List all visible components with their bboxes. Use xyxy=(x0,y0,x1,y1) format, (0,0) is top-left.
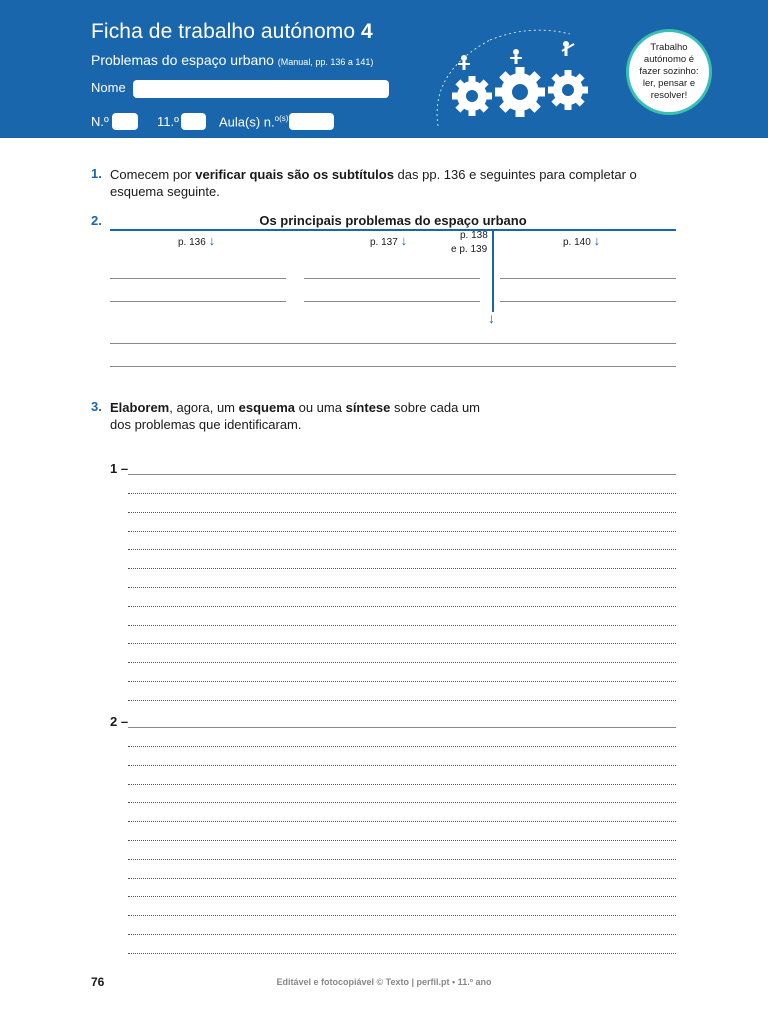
diagram-title: Os principais problemas do espaço urbano xyxy=(259,213,527,228)
dotted-answer-line[interactable] xyxy=(128,700,676,701)
lessons-field[interactable] xyxy=(289,113,334,130)
footer-credit: Editável e fotocopiável © Texto | perfil.pt • 11.º ano xyxy=(276,977,492,987)
page-137-label: p. 137 ↓ xyxy=(370,233,408,248)
answer-line[interactable] xyxy=(110,343,676,344)
answer-1-heading-line[interactable] xyxy=(128,474,676,475)
arrow-down-icon: ↓ xyxy=(208,233,216,248)
dotted-answer-line[interactable] xyxy=(128,549,676,550)
dotted-answer-line[interactable] xyxy=(128,746,676,747)
question-3-text: Elaborem, agora, um esquema ou uma síntese sobre cada um dos problemas que identificaram. xyxy=(110,400,481,432)
page-number: 76 xyxy=(91,975,105,989)
class-label: 11.º xyxy=(157,114,179,129)
class-field[interactable] xyxy=(181,113,206,130)
answer-line[interactable] xyxy=(500,278,676,279)
dotted-answer-line[interactable] xyxy=(128,625,676,626)
arrow-down-icon: ↓ xyxy=(488,310,495,326)
diagram-vertical-connector xyxy=(492,230,494,312)
question-3-number: 3. xyxy=(91,399,102,414)
gears-motivation-illustration xyxy=(420,22,626,136)
answer-line[interactable] xyxy=(110,301,286,302)
answer-line[interactable] xyxy=(500,301,676,302)
dotted-answer-line[interactable] xyxy=(128,643,676,644)
lessons-label: Aula(s) n.$^{o(s)}$ xyxy=(219,114,289,130)
header-banner xyxy=(0,0,768,138)
dotted-answer-line[interactable] xyxy=(128,765,676,766)
number-field[interactable] xyxy=(112,113,138,130)
arrow-down-icon: ↓ xyxy=(593,233,601,248)
page-138-label: p. 138 xyxy=(460,230,488,241)
number-label: N.º xyxy=(91,114,109,129)
dotted-answer-line[interactable] xyxy=(128,802,676,803)
dotted-answer-line[interactable] xyxy=(128,934,676,935)
dotted-answer-line[interactable] xyxy=(128,512,676,513)
dotted-answer-line[interactable] xyxy=(128,859,676,860)
diagram-top-line xyxy=(110,229,676,231)
dotted-answer-line[interactable] xyxy=(128,784,676,785)
page-139-label: e p. 139 xyxy=(451,244,488,255)
dotted-answer-line[interactable] xyxy=(128,568,676,569)
name-field[interactable] xyxy=(133,80,389,98)
dotted-answer-line[interactable] xyxy=(128,587,676,588)
dotted-answer-line[interactable] xyxy=(128,681,676,682)
answer-1-label: 1 – xyxy=(110,461,129,476)
dotted-answer-line[interactable] xyxy=(128,821,676,822)
dotted-answer-line[interactable] xyxy=(128,606,676,607)
dotted-answer-line[interactable] xyxy=(128,840,676,841)
dotted-answer-line[interactable] xyxy=(128,915,676,916)
arrow-down-icon: ↓ xyxy=(400,233,408,248)
question-2-number: 2. xyxy=(91,213,102,228)
dotted-answer-line[interactable] xyxy=(128,878,676,879)
answer-line[interactable] xyxy=(110,366,676,367)
answer-line[interactable] xyxy=(304,278,480,279)
dotted-answer-line[interactable] xyxy=(128,953,676,954)
answer-line[interactable] xyxy=(304,301,480,302)
page-136-label: p. 136 ↓ xyxy=(178,233,216,248)
answer-line[interactable] xyxy=(110,278,286,279)
answer-2-heading-line[interactable] xyxy=(128,727,676,728)
dotted-answer-line[interactable] xyxy=(128,662,676,663)
question-1-text: Comecem por verificar quais são os subtítulos das pp. 136 e seguintes para completar o esquema seguinte. xyxy=(110,167,637,199)
dotted-answer-line[interactable] xyxy=(128,896,676,897)
dotted-answer-line[interactable] xyxy=(128,493,676,494)
worksheet-title: Ficha de trabalho autónomo 4 xyxy=(91,20,373,43)
worksheet-subtitle: Problemas do espaço urbano (Manual, pp. 136 a 141) xyxy=(91,52,374,68)
answer-2-label: 2 – xyxy=(110,714,129,729)
question-1-number: 1. xyxy=(91,166,102,181)
name-label: Nome xyxy=(91,80,126,95)
autonomous-work-badge: Trabalho autónomo é fazer sozinho: ler, pensar e resolver! xyxy=(626,29,712,115)
dotted-answer-line[interactable] xyxy=(128,531,676,532)
page-140-label: p. 140 ↓ xyxy=(563,233,601,248)
